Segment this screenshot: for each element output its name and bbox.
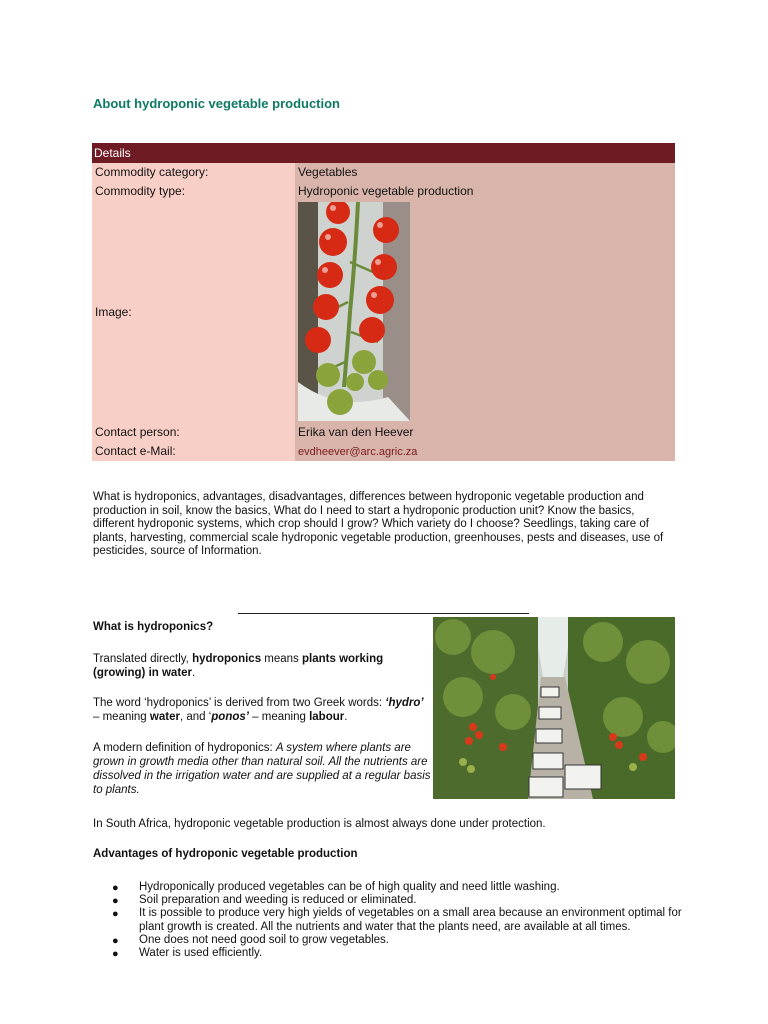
table-row [92,163,675,182]
what-is-paragraph-1 [93,652,413,680]
bullet-icon: ● [112,895,119,908]
table-row [92,201,675,423]
contact-person-value: Erika van den Heever [295,423,675,442]
text-span: labour [309,711,345,723]
what-is-paragraph-3 [93,741,433,797]
text-span: . [192,667,196,679]
list-item-text: Hydroponically produced vegetables can be of high quality and need little washing. [139,881,560,893]
commodity-type-value: Hydroponic vegetable production [295,182,675,201]
list-item-text: One does not need good soil to grow vegetables. [139,933,389,946]
list-item-text: It is possible to produce very high yields of vegetables on a small area because an environment optimal for plant growth is created. All the nutrients and water that the plants need, are available at all times. [139,907,682,933]
text-span: – meaning [93,711,150,723]
list-item [112,907,682,933]
contact-email-cell [295,442,675,461]
what-is-paragraph-2 [93,696,433,724]
text-span: ‘hydro’ [385,697,424,709]
protection-note: In South Africa, hydroponic vegetable production is almost always done under protection. [93,818,546,830]
what-is-heading: What is hydroponics? [93,621,214,633]
tomato-photo [298,202,410,421]
text-span: – meaning [248,711,310,723]
text-span: A modern definition of hydroponics: [93,742,276,754]
page-title: About hydroponic vegetable production [93,96,340,111]
image-label-cell [92,201,295,423]
commodity-category-label: Commodity category: [92,163,295,182]
commodity-category-value: Vegetables [295,163,675,182]
contact-email-link[interactable]: evdheever@arc.agric.za [298,446,418,458]
advantages-heading: Advantages of hydroponic vegetable production [93,848,358,860]
image-label: Image: [95,305,132,319]
text-span: Translated directly, [93,653,193,665]
commodity-type-label: Commodity type: [92,182,295,201]
text-span: , and ‘ [179,711,212,723]
image-cell [295,201,675,423]
bullet-icon: ● [112,882,119,894]
table-row [92,182,675,201]
text-span: means [261,653,303,665]
list-item-text: Soil preparation and weeding is reduced or eliminated. [139,894,417,907]
bullet-icon: ● [112,934,119,947]
text-span: . [344,711,348,723]
table-row [92,423,675,442]
text-span: The word ‘hydroponics’ is derived from two Greek words: [93,697,386,709]
advantages-list [112,881,682,960]
list-item [112,947,682,960]
list-item-text: Water is used efficiently. [139,947,263,960]
bullet-icon: ● [112,908,119,921]
greenhouse-photo [433,617,675,799]
details-header: Details [92,143,675,163]
text-span: ponos’ [211,711,249,723]
list-item [112,881,682,894]
list-item [112,894,682,907]
divider [238,613,529,614]
table-row [92,442,675,461]
intro-paragraph: What is hydroponics, advantages, disadvantages, differences between hydroponic vegetable production and production in soil, know the basics, What do I need to start a hydroponic production unit? Know the basics, different hydroponic systems, which crop should I grow? Which variety do I choose? Seedlings, taking care of plants, harvesting, commercial scale hydroponic vegetable production, greenhouses, pests and diseases, use of pesticides, source of Information. [93,491,664,557]
list-item [112,934,682,947]
text-span: hydroponics [192,653,262,665]
details-table [92,143,675,461]
contact-person-label: Contact person: [92,423,295,442]
text-span: plants working (growing) in water [93,653,384,679]
contact-email-label: Contact e-Mail: [92,442,295,461]
bullet-icon: ● [112,948,119,961]
text-span: A system where plants are grown in growth media other than natural soil. All the nutrients are dissolved in the irrigation water and are supplied at a regular basis to plants. [93,742,431,796]
text-span: water [149,711,180,723]
